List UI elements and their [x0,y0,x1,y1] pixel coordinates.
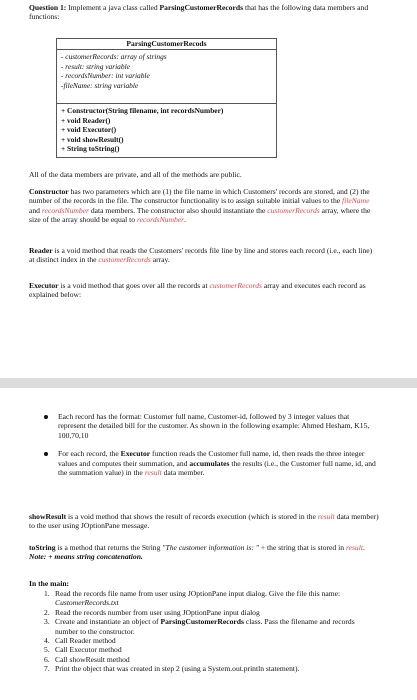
uml-attribute: - result: string variable [61,61,130,71]
uml-attribute: - customerRecords: array of strings [61,52,167,61]
tostring-paragraph: toString is a method that returns the String "The customer information is: " + the string that is stored in result. Note: + means string concatenation. [29,543,365,562]
uml-method: + Constructor(String filename, int recordsNumber) [61,106,224,115]
showresult-paragraph: showResult is a void method that shows the result of records execution (which is stored in the result data member) to the user using JOptionPane message. [29,512,379,531]
reader-paragraph: Reader is a void method that reads the Customers' records file line by line and stores each record (i.e., each line) at distinct index in the customerRecords array. [29,246,373,265]
document-page-2 [0,388,417,700]
main-heading: In the main: [29,579,70,588]
question-title: Question 1: Implement a java class called ParsingCustomerRecords that has the following data members and functions: [29,3,369,22]
list-item: 7. Print the object that was created in step 2 (using a System.out.println statement). [44,664,300,674]
list-item: For each record, the Executor function reads the Customer full name, id, then reads the three integer values and computes their summation, and accumulates the results (i.e., the Customer full name, id, and the summation value) in the result data member. [44,449,378,477]
uml-methods [57,104,276,157]
uml-class-header: ParsingCustomerRecods [57,39,276,50]
question-label: Question 1: [29,3,67,12]
list-item: 5. Call Executor method [44,645,122,655]
uml-method: + void Executor() [61,125,117,135]
uml-attributes [57,50,276,104]
uml-class-diagram [56,38,277,158]
executor-paragraph: Executor is a void method that goes over all the records at customerRecords array and executes each record as explained below: [29,281,366,300]
list-item: 2. Read the records number from user using JOptionPane input dialog [44,607,260,617]
list-item: Each record has the format: Customer full name, Customer-id, followed by 3 integer values that represent the detailed bill for the customer. As shown in the following example: Ahmed Hesham, K15, 100,70,10 [44,412,378,440]
list-item: 3. Create and instantiate an object of ParsingCustomerRecords class. Pass the filename and records number to the constructor. [44,617,355,636]
uml-attribute: -fileName: string variable [61,80,139,90]
constructor-paragraph: Constructor has two parameters which are (1) the file name in which Customers' records are stored, and (2) the number of the records in the file. The constructor functionality is to assign suitable initial values to the fileName and recordsNumber data members. The constructor also should instantiate the customerRecords array, where the size of the array should be equal to recordsNumber. [29,187,371,225]
list-item: 1. Read the records file name from user using JOptionPane input dialog. Give the file this name: CustomerRecords.txt [44,589,341,608]
list-item: 4. Call Reader method [44,636,116,646]
main-steps-list [44,589,378,674]
class-name: ParsingCustomerRecords [159,3,244,12]
uml-method: + String toString() [61,144,120,154]
uml-method: + void Reader() [61,115,111,125]
private-note: All of the data members are private, and all of the methods are public. [29,170,242,179]
uml-attribute: - recordsNumber: int variable [61,71,150,81]
executor-bullets [44,412,378,477]
uml-method: + void showResult() [61,134,124,144]
list-item: 6. Call showResult method [44,654,130,664]
